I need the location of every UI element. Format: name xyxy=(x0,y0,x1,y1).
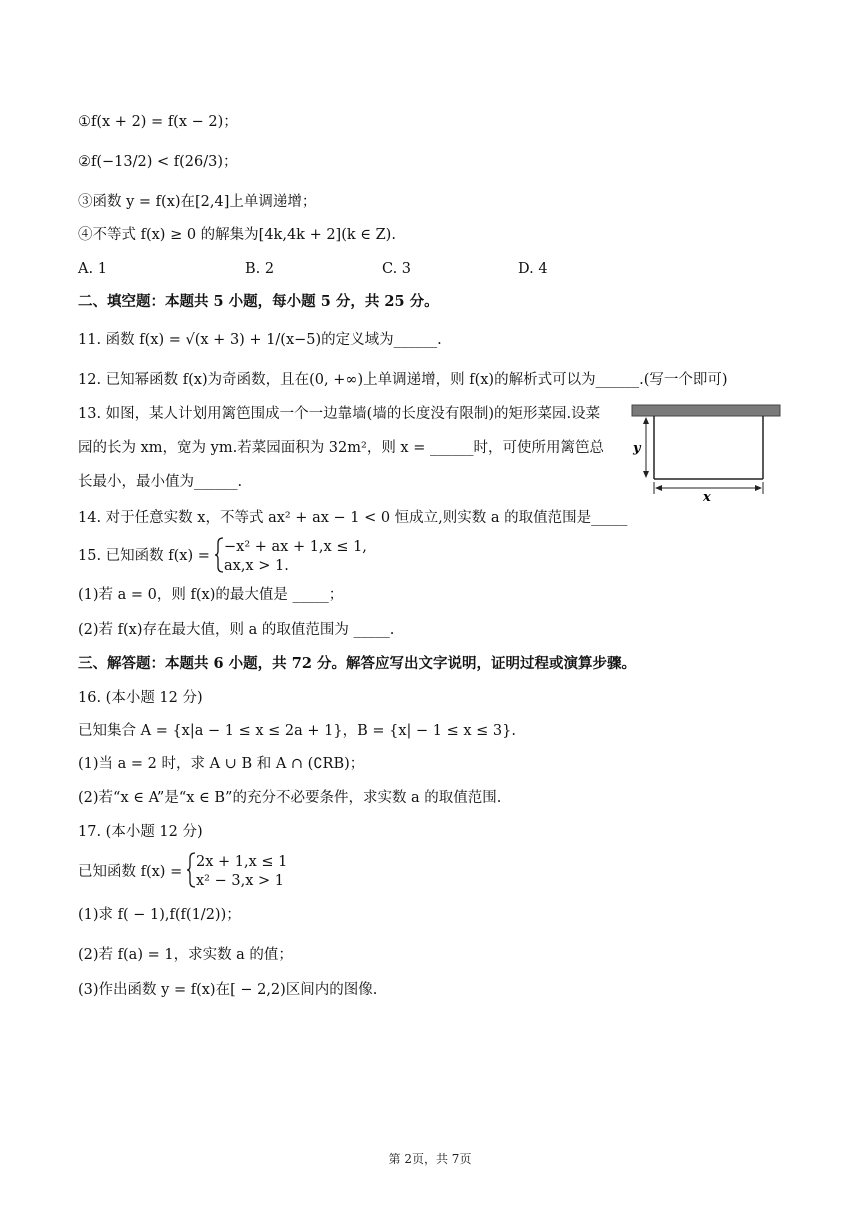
section-2-heading: 二、填空题：本题共 5 小题，每小题 5 分，共 25 分。 xyxy=(78,293,439,310)
page-footer: 第 2页，共 7页 xyxy=(388,1152,472,1166)
item-1: ①f(x + 2) = f(x − 2)； xyxy=(78,114,238,130)
item-4: ④不等式 f(x) ≥ 0 的解集为[4k,4k + 2](k ∈ Z). xyxy=(78,227,396,243)
q17-brace xyxy=(186,852,196,888)
question-16-part-1: (1)当 a = 2 时，求 A ∪ B 和 A ∩ (∁RB)； xyxy=(78,756,365,772)
wall xyxy=(632,405,780,416)
figure-y-label: y xyxy=(633,441,641,456)
question-17-part-1: (1)求 f( − 1),f(f(1/2))； xyxy=(78,907,241,923)
option-c: C. 3 xyxy=(382,261,412,277)
question-13-line-3: 长最小，最小值为______. xyxy=(78,474,243,490)
garden-figure xyxy=(630,402,782,502)
q15-brace xyxy=(214,537,224,573)
item-3: ③函数 y = f(x)在[2,4]上单调递增； xyxy=(78,194,317,210)
question-17-part-3: (3)作出函数 y = f(x)在[ − 2,2)区间内的图像. xyxy=(78,982,378,998)
question-11: 11. 函数 f(x) = √(x + 3) + 1/(x−5)的定义域为______. xyxy=(78,332,442,348)
question-16-stem: 已知集合 A = {x|a − 1 ≤ x ≤ 2a + 1}，B = {x| − 1 ≤ x ≤ 3}. xyxy=(78,723,516,739)
option-b: B. 2 xyxy=(245,261,275,277)
question-15-part-1: (1)若 a = 0，则 f(x)的最大值是 _____； xyxy=(78,587,344,603)
question-14: 14. 对于任意实数 x，不等式 ax² + ax − 1 < 0 恒成立,则实数 a 的取值范围是_____ xyxy=(78,510,628,526)
question-16-part-2: (2)若“x ∈ A”是“x ∈ B”的充分不必要条件，求实数 a 的取值范围. xyxy=(78,790,502,806)
question-17-part-2: (2)若 f(a) = 1，求实数 a 的值； xyxy=(78,947,293,963)
question-17-title: 17. (本小题 12 分) xyxy=(78,824,203,840)
option-a: A. 1 xyxy=(78,261,107,277)
question-17-intro: 已知函数 f(x) = xyxy=(78,864,183,880)
question-13-line-2: 园的长为 xm，宽为 ym.若菜园面积为 32m²，则 x = ______时，可使所用篱笆总 xyxy=(78,440,604,456)
question-16-title: 16. (本小题 12 分) xyxy=(78,690,203,706)
item-2: ②f(−13/2) < f(26/3)； xyxy=(78,154,238,170)
question-17-case-2: x² − 3,x > 1 xyxy=(196,873,284,889)
question-15-part-2: (2)若 f(x)存在最大值，则 a 的取值范围为 _____. xyxy=(78,622,395,638)
figure-x-label: x xyxy=(703,490,711,502)
section-3-heading: 三、解答题：本题共 6 小题，共 72 分。解答应写出文字说明，证明过程或演算步骤。 xyxy=(78,655,636,672)
question-15-case-2: ax,x > 1. xyxy=(224,558,289,574)
question-15-case-1: −x² + ax + 1,x ≤ 1, xyxy=(224,539,367,555)
question-13-line-1: 13. 如图，某人计划用篱笆围成一个一边靠墙(墙的长度没有限制)的矩形菜园.设菜 xyxy=(78,406,601,422)
question-12: 12. 已知幂函数 f(x)为奇函数，且在(0, +∞)上单调递增，则 f(x)的解析式可以为______.(写一个即可) xyxy=(78,372,728,388)
question-15-intro: 15. 已知函数 f(x) = xyxy=(78,548,210,564)
question-17-case-1: 2x + 1,x ≤ 1 xyxy=(196,854,288,870)
option-d: D. 4 xyxy=(518,261,548,277)
